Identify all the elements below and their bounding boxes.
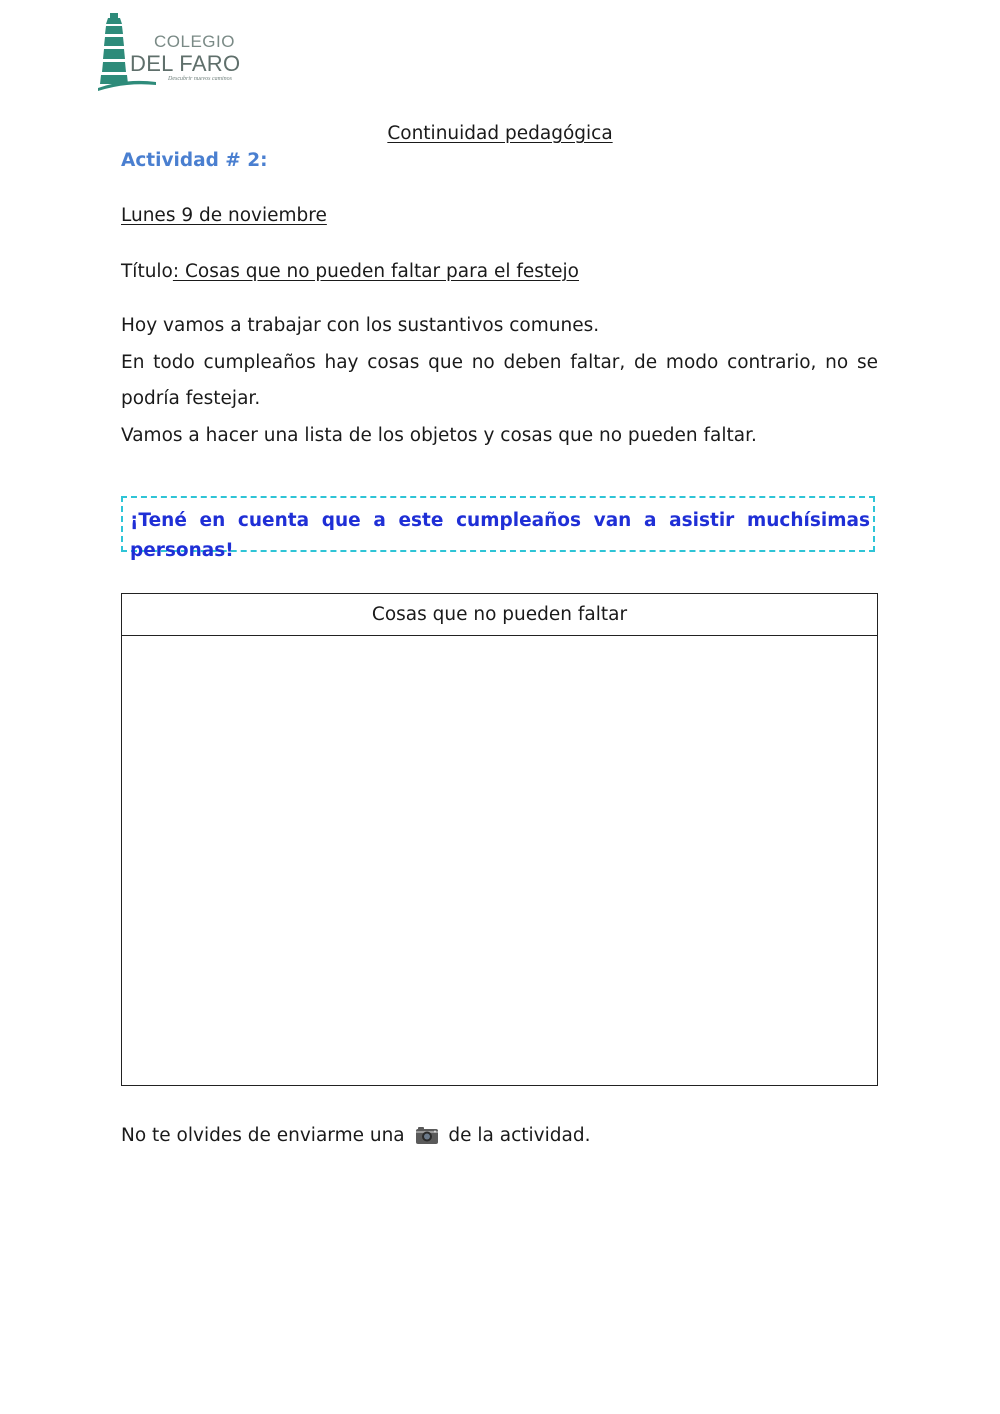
- instruction-paragraph-2a: En todo cumpleaños hay cosas que no deben faltar, de modo contrario, no se: [121, 351, 878, 373]
- note-box: [121, 496, 875, 561]
- title-line: [121, 253, 579, 290]
- camera-icon: [415, 1125, 439, 1145]
- instruction-paragraph-1: Hoy vamos a trabajar con los sustantivos comunes.: [121, 315, 600, 336]
- activity-label: Actividad # 2:: [121, 150, 268, 171]
- footer-text-before: No te olvides de enviarme una: [121, 1125, 411, 1146]
- document-title-text: Continuidad pedagógica: [387, 123, 613, 144]
- instructions: [121, 308, 878, 454]
- title-text: : Cosas que no pueden faltar para el festejo: [172, 261, 579, 282]
- logo-tagline: Descubrir nuevos caminos: [168, 76, 232, 82]
- footer-reminder: [121, 1117, 590, 1154]
- table-header: Cosas que no pueden faltar: [122, 594, 877, 636]
- school-logo: [96, 12, 258, 92]
- date-line: Lunes 9 de noviembre: [121, 205, 327, 226]
- instruction-paragraph-2b: podría festejar.: [121, 388, 261, 409]
- title-label: Título: [121, 261, 173, 282]
- logo-line-1: COLEGIO: [154, 32, 235, 51]
- instruction-paragraph-3: Vamos a hacer una lista de los objetos y cosas que no pueden faltar.: [121, 424, 757, 446]
- things-table: [121, 593, 878, 1086]
- table-answer-area[interactable]: [122, 636, 877, 1085]
- footer-text-after: de la actividad.: [442, 1125, 591, 1146]
- note-text: ¡Tené en cuenta que a este cumpleaños van a asistir muchísimas personas!: [130, 510, 870, 561]
- logo-line-2: DEL FARO: [130, 51, 241, 76]
